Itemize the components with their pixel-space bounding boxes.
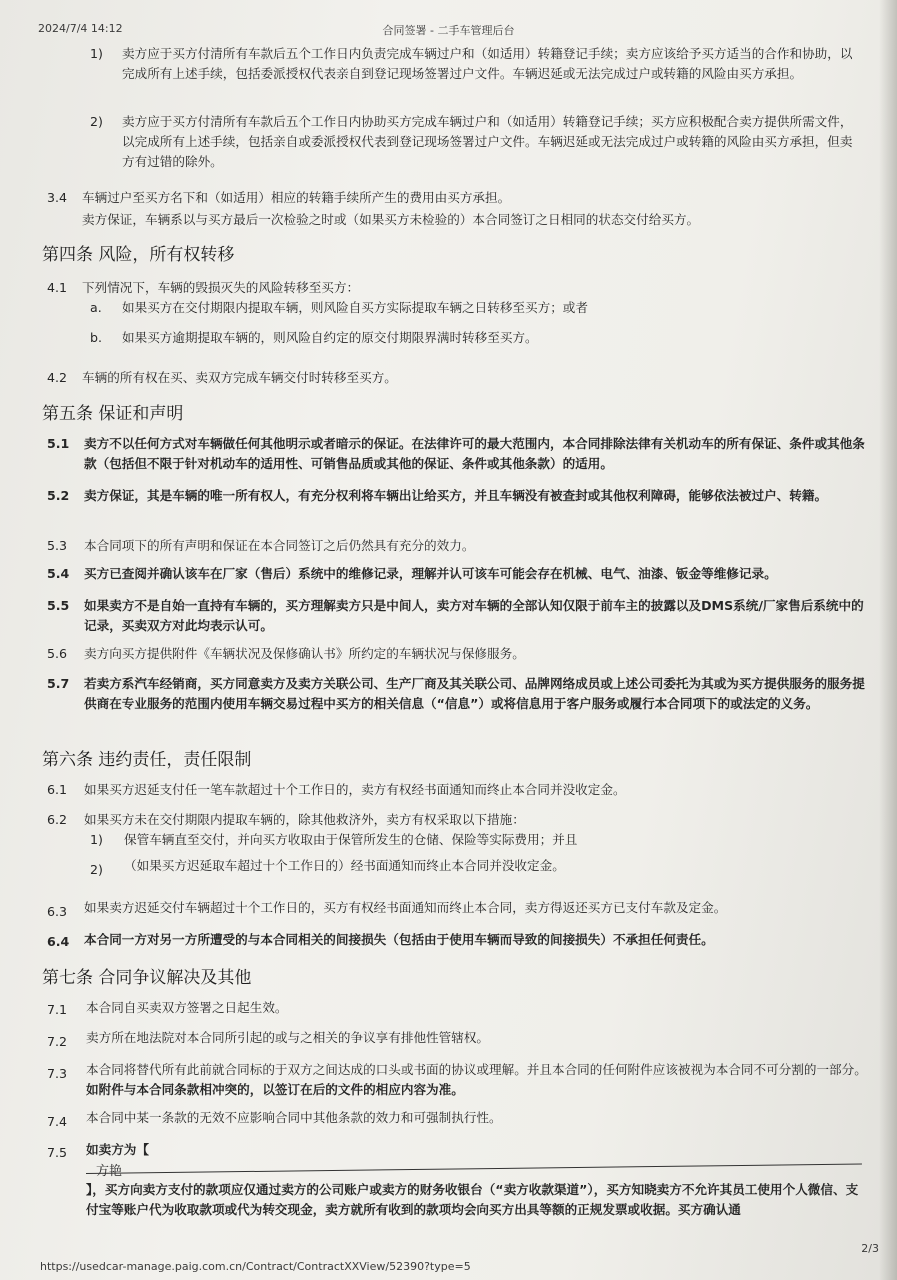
page-number: 2/3 — [861, 1242, 879, 1255]
clause-6-2: 如果买方未在交付期限内提取车辆的，除其他救济外，卖方有权采取以下措施： — [84, 812, 525, 827]
clause-4-1: 下列情况下，车辆的毁损灭失的风险转移至买方： — [82, 280, 360, 295]
clause-5-3: 本合同项下的所有声明和保证在本合同签订之后仍然具有充分的效力。 — [84, 538, 475, 553]
clause-5-1: 卖方不以任何方式对车辆做任何其他明示或者暗示的保证。在法律许可的最大范围内，本合同排除法律有关机动车的所有保证、条件或其他条款（包括但不限于针对机动车的适用性、可销售品质或其他的保证、条件或其他条款）的适用。 — [84, 436, 865, 471]
clause-number: 5.4 — [47, 566, 70, 581]
clause-4-1-b: 如果买方逾期提取车辆的，则风险自约定的原交付期限界满时转移至买方。 — [122, 330, 538, 345]
clause-7-2: 卖方所在地法院对本合同所引起的或与之相关的争议享有排他性管辖权。 — [86, 1030, 489, 1045]
clause-7-4: 本合同中某一条款的无效不应影响合同中其他条款的效力和可强制执行性。 — [86, 1110, 502, 1125]
clause-number: 3.4 — [47, 190, 68, 205]
page-edge-shadow — [879, 0, 897, 1280]
clause-number: 5.1 — [47, 436, 70, 451]
clause-5-6: 卖方向买方提供附件《车辆状况及保修确认书》所约定的车辆状况与保修服务。 — [84, 646, 525, 661]
clause-number: 5.2 — [47, 488, 70, 503]
clause-5-4: 买方已查阅并确认该车在厂家（售后）系统中的维修记录，理解并认可该车可能会存在机械、电气、油漆、钣金等维修记录。 — [84, 566, 777, 581]
clause-3-4-line-2: 卖方保证，车辆系以与买方最后一次检验之时或（如果买方未检验的）本合同签订之日相同的状态交付给买方。 — [82, 212, 700, 227]
item-number: 2) — [90, 862, 103, 877]
item-number: 1) — [90, 46, 103, 61]
clause-number: 4.2 — [47, 370, 68, 385]
clause-number: 6.3 — [47, 904, 68, 919]
section-4-heading: 第四条 风险，所有权转移 — [42, 245, 235, 265]
print-page-title: 合同签署 - 二手车管理后台 — [382, 24, 515, 37]
print-datetime: 2024/7/4 14:12 — [38, 22, 123, 35]
clause-5-7: 若卖方系汽车经销商，买方同意卖方及卖方关联公司、生产厂商及其关联公司、品牌网络成员或上述公司委托为其或为买方提供服务的服务提供商在专业服务的范围内使用车辆交易过程中买方的相关信息（“信息”）或将信息用于客户服务或履行本合同项下的或法定的义务。 — [84, 676, 865, 711]
clause-number: 5.3 — [47, 538, 68, 553]
clause-number: 5.7 — [47, 676, 70, 691]
clause-3-3-item-2: 卖方应于买方付清所有车款后五个工作日内协助买方完成车辆过户和（如适用）转籍登记手续；买方应积极配合卖方提供所需文件，以完成所有上述手续，包括亲自或委派授权代表到登记现场签署过户文件。车辆迟延或无法完成过户或转籍的风险由买方承担，但卖方有过错的除外。 — [122, 114, 853, 169]
clause-7-3-text: 本合同将替代所有此前就合同标的于双方之间达成的口头或书面的协议或理解。并且本合同的任何附件应该被视为本合同不可分割的一部分。 — [86, 1062, 867, 1077]
handwritten-signature: 方艳 — [96, 1164, 123, 1179]
clause-number: 6.2 — [47, 812, 68, 827]
clause-number: 6.4 — [47, 934, 70, 949]
item-number: a. — [90, 300, 102, 315]
clause-number: 7.5 — [47, 1145, 68, 1160]
clause-7-5-lead: 如卖方为【 — [86, 1142, 149, 1157]
clause-4-2: 车辆的所有权在买、卖双方完成车辆交付时转移至买方。 — [82, 370, 397, 385]
clause-5-2: 卖方保证，其是车辆的唯一所有权人，有充分权利将车辆出让给买方，并且车辆没有被查封或其他权利障碍，能够依法被过户、转籍。 — [84, 488, 828, 503]
clause-number: 7.1 — [47, 1002, 68, 1017]
print-url: https://usedcar-manage.paig.com.cn/Contract/ContractXXView/52390?type=5 — [40, 1260, 471, 1273]
clause-number: 7.3 — [47, 1066, 68, 1081]
section-7-heading: 第七条 合同争议解决及其他 — [42, 968, 252, 988]
item-number: b. — [90, 330, 102, 345]
section-6-heading: 第六条 违约责任，责任限制 — [42, 750, 252, 770]
clause-number: 7.4 — [47, 1114, 68, 1129]
clause-3-4-line-1: 车辆过户至买方名下和（如适用）相应的转籍手续所产生的费用由买方承担。 — [82, 190, 511, 205]
clause-4-1-a: 如果买方在交付期限内提取车辆，则风险自买方实际提取车辆之日转移至买方；或者 — [122, 300, 588, 315]
clause-number: 4.1 — [47, 280, 68, 295]
item-number: 2) — [90, 114, 103, 129]
clause-7-1: 本合同自买卖双方签署之日起生效。 — [86, 1000, 288, 1015]
clause-6-1: 如果买方迟延支付任一笔车款超过十个工作日的，卖方有权经书面通知而终止本合同并没收定金。 — [84, 782, 626, 797]
clause-7-3 — [86, 1060, 870, 1100]
clause-6-4: 本合同一方对另一方所遭受的与本合同相关的间接损失（包括由于使用车辆而导致的间接损失）不承担任何责任。 — [84, 932, 714, 947]
item-number: 1) — [90, 832, 103, 847]
section-5-heading: 第五条 保证和声明 — [42, 404, 184, 424]
clause-3-3-item-1: 卖方应于买方付清所有车款后五个工作日内负责完成车辆过户和（如适用）转籍登记手续；卖方应该给予买方适当的合作和协助，以完成所有上述手续，包括委派授权代表亲自到登记现场签署过户文件。车辆迟延或无法完成过户或转籍的风险由买方承担。 — [122, 46, 853, 81]
clause-number: 6.1 — [47, 782, 68, 797]
clause-number: 5.6 — [47, 646, 68, 661]
clause-6-2-item-2: （如果买方迟延取车超过十个工作日的）经书面通知而终止本合同并没收定金。 — [124, 858, 565, 873]
signature-underline — [86, 1164, 862, 1174]
clause-7-3-bold-text: 如附件与本合同条款相冲突的，以签订在后的文件的相应内容为准。 — [86, 1082, 464, 1097]
clause-number: 5.5 — [47, 598, 70, 613]
clause-number: 7.2 — [47, 1034, 68, 1049]
clause-6-2-item-1: 保管车辆直至交付，并向买方收取由于保管所发生的仓储、保险等实际费用；并且 — [124, 832, 578, 847]
clause-6-3: 如果卖方迟延交付车辆超过十个工作日的，买方有权经书面通知而终止本合同，卖方得返还买方已支付车款及定金。 — [84, 900, 727, 915]
clause-7-5: 】，买方向卖方支付的款项应仅通过卖方的公司账户或卖方的财务收银台（“卖方收款渠道”），买方知晓卖方不允许其员工使用个人微信、支付宝等账户代为收取款项或代为转交现金，卖方就所有收到的款项均会向买方出具等额的正规发票或收据。买方确认通 — [86, 1182, 859, 1217]
clause-5-5: 如果卖方不是自始一直持有车辆的，买方理解卖方只是中间人，卖方对车辆的全部认知仅限于前车主的披露以及DMS系统/厂家售后系统中的记录，买卖双方对此均表示认可。 — [84, 598, 864, 633]
